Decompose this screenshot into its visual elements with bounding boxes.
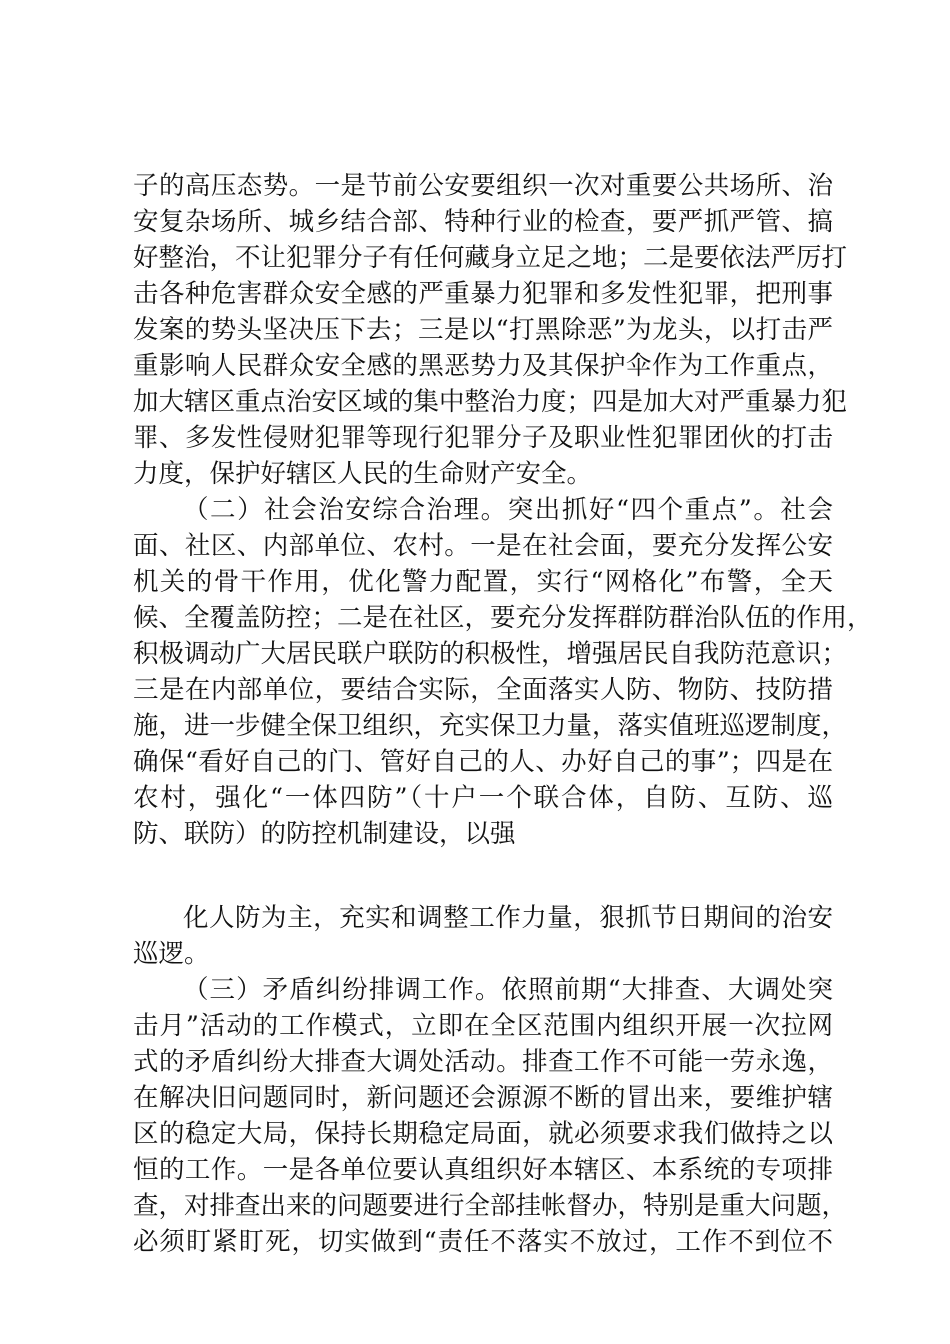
text-line: 罪、多发性侵财犯罪等现行犯罪分子及职业性犯罪团伙的打击 xyxy=(133,423,833,453)
text-line: 加大辖区重点治安区域的集中整治力度；四是加大对严重暴力犯 xyxy=(133,387,848,417)
text-line: 巡逻。 xyxy=(133,939,210,969)
text-line: 候、全覆盖防控；二是在社区，要充分发挥群防群治队伍的作用， xyxy=(133,603,873,633)
text-line: 式的矛盾纠纷大排查大调处活动。排查工作不可能一劳永逸， xyxy=(133,1047,833,1077)
text-line: 在解决旧问题同时，新问题还会源源不断的冒出来，要维护辖 xyxy=(133,1083,833,1113)
text-line: 确保“看好自己的门、管好自己的人、办好自己的事”；四是在 xyxy=(133,747,833,777)
text-line: 面、社区、内部单位、农村。一是在社会面，要充分发挥公安 xyxy=(133,531,833,561)
text-line: 查，对排查出来的问题要进行全部挂帐督办，特别是重大问题， xyxy=(133,1191,848,1221)
text-line: 区的稳定大局，保持长期稳定局面，就必须要求我们做持之以 xyxy=(133,1119,833,1149)
text-line: 击月”活动的工作模式，立即在全区范围内组织开展一次拉网 xyxy=(133,1011,833,1041)
text-line: （二）社会治安综合治理。突出抓好“四个重点”。社会 xyxy=(183,495,833,525)
text-line: 施，进一步健全保卫组织，充实保卫力量，落实值班巡逻制度， xyxy=(133,711,848,741)
text-line: 必须盯紧盯死，切实做到“责任不落实不放过，工作不到位不 xyxy=(133,1227,833,1257)
text-line: 安复杂场所、城乡结合部、特种行业的检查，要严抓严管、搞 xyxy=(133,207,833,237)
text-line: 重影响人民群众安全感的黑恶势力及其保护伞作为工作重点， xyxy=(133,351,833,381)
text-line: 击各种危害群众安全感的严重暴力犯罪和多发性犯罪，把刑事 xyxy=(133,279,833,309)
text-line: 三是在内部单位，要结合实际，全面落实人防、物防、技防措 xyxy=(133,675,833,705)
text-line: 好整治，不让犯罪分子有任何藏身立足之地；二是要依法严厉打 xyxy=(133,243,848,273)
text-line: 积极调动广大居民联户联防的积极性，增强居民自我防范意识； xyxy=(133,639,848,669)
text-line: 农村，强化“一体四防”（十户一个联合体，自防、互防、巡 xyxy=(133,783,833,813)
text-line: 防、联防）的防控机制建设，以强 xyxy=(133,819,516,849)
text-line: 发案的势头坚决压下去；三是以“打黑除恶”为龙头，以打击严 xyxy=(133,315,833,345)
text-line: 力度，保护好辖区人民的生命财产安全。 xyxy=(133,459,593,489)
text-line: 化人防为主，充实和调整工作力量，狠抓节日期间的治安 xyxy=(183,903,833,933)
text-line: （三）矛盾纠纷排调工作。依照前期“大排查、大调处突 xyxy=(183,975,833,1005)
text-line: 子的高压态势。一是节前公安要组织一次对重要公共场所、治 xyxy=(133,171,833,201)
text-line: 机关的骨干作用，优化警力配置，实行“网格化”布警，全天 xyxy=(133,567,833,597)
text-line: 恒的工作。一是各单位要认真组织好本辖区、本系统的专项排 xyxy=(133,1155,833,1185)
